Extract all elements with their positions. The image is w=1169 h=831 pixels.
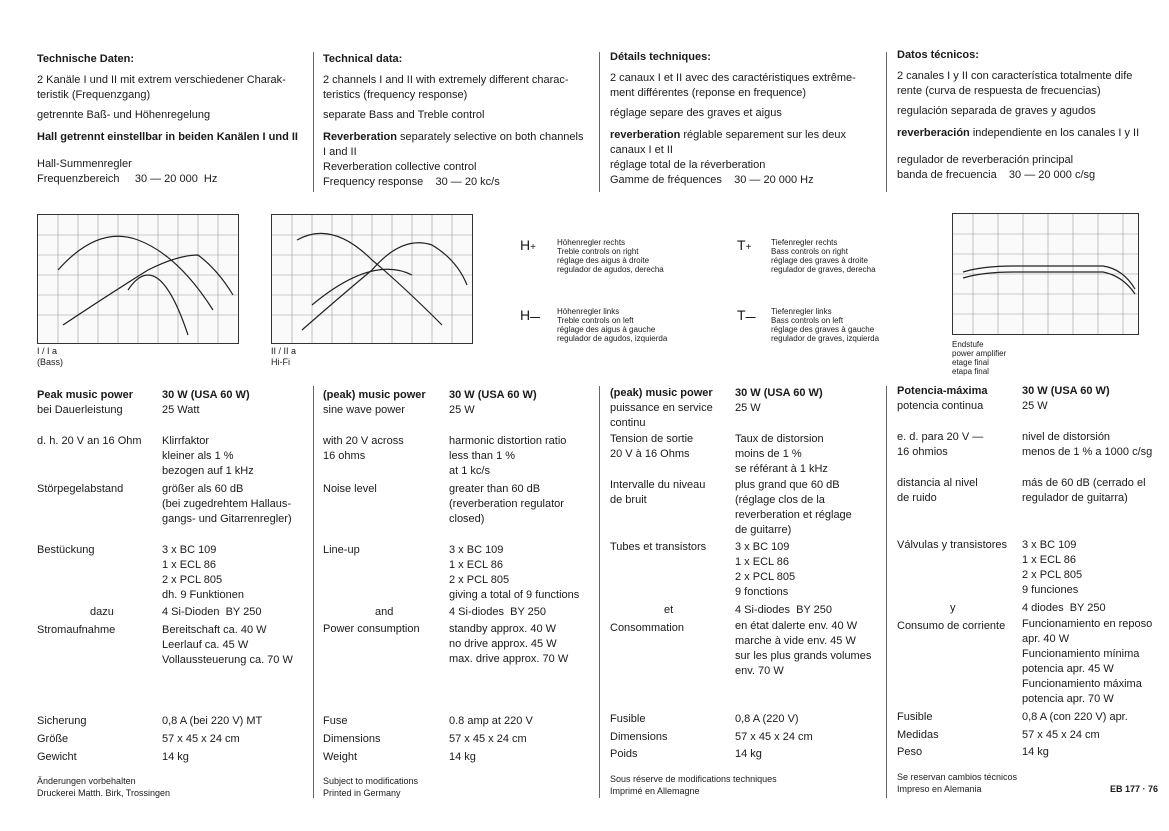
spec-title-en: Technical data: xyxy=(323,53,403,65)
spec-title-de: Technische Daten: xyxy=(37,53,134,65)
lineup-value-de: 3 x BC 109 1 x ECL 86 2 x PCL 805 dh. 9 Funktionen xyxy=(162,544,244,601)
spec-block-en xyxy=(323,52,595,190)
and-label-es: y xyxy=(950,602,956,614)
fuse-value-fr: 0,8 A (220 V) xyxy=(735,713,799,725)
dim-value-es: 57 x 45 x 24 cm xyxy=(1022,729,1100,741)
noise-value-en: greater than 60 dB (reverberation regulator closed) xyxy=(449,483,564,525)
dim-value-en: 57 x 45 x 24 cm xyxy=(449,733,527,745)
cont-label-es: potencia continua xyxy=(897,400,984,412)
fuse-label-de: Sicherung xyxy=(37,715,87,727)
spec-channels-en: 2 channels I and II with extremely different charac- teristics (frequency response) xyxy=(323,74,569,101)
and-label-de: dazu xyxy=(90,606,114,618)
fuse-value-en: 0.8 amp at 220 V xyxy=(449,715,533,727)
cont-value-fr: 25 W xyxy=(735,402,761,414)
divider-3 xyxy=(886,52,887,192)
graph-label-hifi: II / II a Hi-Fi xyxy=(271,346,297,367)
dim-label-fr: Dimensions xyxy=(610,731,668,743)
peak-label-es: Potencia-máxima xyxy=(897,385,988,397)
spec-controls-de: getrennte Baß- und Höhenregelung xyxy=(37,109,211,121)
weight-label-de: Gewicht xyxy=(37,751,77,763)
spec-reverb-total-fr: réglage total de la réverberation xyxy=(610,159,766,171)
power-label-es: Consumo de corriente xyxy=(897,620,1006,632)
spec-controls-fr: réglage separe des graves et aigus xyxy=(610,107,782,119)
lineup-label-en: Line-up xyxy=(323,544,360,556)
fuse-label-fr: Fusible xyxy=(610,713,646,725)
diodes-es: 4 diodes BY 250 xyxy=(1022,602,1106,614)
spec-reverb-total-en: Reverberation collective control xyxy=(323,161,477,173)
dim-value-fr: 57 x 45 x 24 cm xyxy=(735,731,813,743)
spec-channels-de: 2 Kanäle I und II mit extrem verschiedener Charak- teristik (Frequenzgang) xyxy=(37,74,286,101)
t-minus-sign: — xyxy=(745,312,756,323)
h-plus-symbol: H xyxy=(520,237,531,253)
lineup-label-de: Bestückung xyxy=(37,544,95,556)
legend-h-plus xyxy=(520,238,536,255)
reverb-rest-fr: réglable separement sur les deux canaux I et II xyxy=(610,129,847,156)
footer-de: Änderungen vorbehalten Druckerei Matth. Birk, Trossingen xyxy=(37,776,171,798)
thd-label-en: with 20 V across 16 ohms xyxy=(323,435,404,462)
h-plus-sign: + xyxy=(530,242,536,253)
legend-t-plus xyxy=(737,238,751,255)
spec-freq-fr: Gamme de fréquences 30 — 20 000 Hz xyxy=(610,174,814,186)
diodes-fr: 4 Si-diodes BY 250 xyxy=(735,604,833,616)
page-code: EB 177 · 76 xyxy=(1110,784,1159,794)
lineup-value-fr: 3 x BC 109 1 x ECL 86 2 x PCL 805 9 fonctions xyxy=(735,541,796,598)
noise-label-fr: Intervalle du niveau de bruit xyxy=(610,479,706,506)
peak-value-en: 30 W (USA 60 W) xyxy=(449,389,537,401)
cont-value-es: 25 W xyxy=(1022,400,1048,412)
spec-block-de xyxy=(37,52,307,187)
diodes-de: 4 Si-Dioden BY 250 xyxy=(162,606,262,618)
spec-reverb-total-es: regulador de reverberación principal xyxy=(897,154,1074,166)
noise-value-es: más de 60 dB (cerrado el regulador de guitarra) xyxy=(1022,477,1146,504)
fuse-label-es: Fusible xyxy=(897,711,933,723)
noise-value-de: größer als 60 dB (bei zugedrehtem Hallaus- gangs- und Gitarrenregler) xyxy=(162,483,292,525)
thd-value-de: Klirrfaktor kleiner als 1 % bezogen auf 1 kHz xyxy=(162,435,254,477)
spec-reverb-de: Hall getrennt einstellbar in beiden Kanälen I und II xyxy=(37,131,298,143)
legend-t-minus xyxy=(737,308,756,325)
graph-label-bass: I / I a (Bass) xyxy=(37,346,64,367)
legend-h-minus-text: Höhenregler links Treble controls on left réglage des aigus à gauche regulador de agudos, izquierda xyxy=(557,307,668,343)
power-value-es: Funcionamiento en reposo apr. 40 W Funcionamiento mínima potencia apr. 45 W Funcionamiento máxima potencia apr. 70 W xyxy=(1022,618,1153,705)
lineup-value-es: 3 x BC 109 1 x ECL 86 2 x PCL 805 9 funciones xyxy=(1022,539,1083,596)
power-label-fr: Consommation xyxy=(610,622,684,634)
thd-label-de: d. h. 20 V an 16 Ohm xyxy=(37,435,142,447)
frequency-graph-power-amp-svg xyxy=(953,214,1138,334)
power-label-en: Power consumption xyxy=(323,623,420,635)
fuse-label-en: Fuse xyxy=(323,715,348,727)
footer-es: Se reservan cambios técnicos Impreso en Alemania xyxy=(897,772,1018,794)
frequency-graph-hifi-svg xyxy=(272,215,472,343)
lineup-value-en: 3 x BC 109 1 x ECL 86 2 x PCL 805 giving a total of 9 functions xyxy=(449,544,580,601)
dim-label-de: Größe xyxy=(37,733,69,745)
power-value-en: standby approx. 40 W no drive approx. 45 W max. drive approx. 70 W xyxy=(449,623,569,665)
thd-value-fr: Taux de distorsion moins de 1 % se référant à 1 kHz xyxy=(735,433,828,475)
graph-label-power-amp: Endstufe power amplifier etage final etapa final xyxy=(952,340,1007,376)
spec-channels-es: 2 canales I y II con característica totalmente dife rente (curva de respuesta de frecuencias) xyxy=(897,70,1133,97)
spec-channels-fr: 2 canaux I et II avec des caractéristiques extrême- ment différentes (reponse en frequence) xyxy=(610,72,856,99)
legend-t-plus-text: Tiefenregler rechts Bass controls on right réglage des graves à droite regulador de graves, derecha xyxy=(771,238,876,274)
reverb-bold-en: Reverberation xyxy=(323,131,397,143)
footer-fr: Sous réserve de modifications techniques Imprimé en Allemagne xyxy=(610,774,777,796)
h-minus-sign: — xyxy=(530,312,541,323)
spec-controls-es: regulación separada de graves y agudos xyxy=(897,105,1096,117)
lineup-label-fr: Tubes et transistors xyxy=(610,541,707,553)
thd-label-es: e. d. para 20 V — 16 ohmios xyxy=(897,431,984,458)
lineup-label-es: Válvulas y transistores xyxy=(897,539,1008,551)
dim-label-en: Dimensions xyxy=(323,733,381,745)
frequency-graph-bass xyxy=(37,214,239,344)
frequency-graph-hifi xyxy=(271,214,473,344)
weight-label-en: Weight xyxy=(323,751,358,763)
peak-label-fr: (peak) music power xyxy=(610,387,713,399)
divider-1 xyxy=(313,52,314,192)
divider-4 xyxy=(313,386,314,798)
cont-label-de: bei Dauerleistung xyxy=(37,404,123,416)
spec-reverb-total-de: Hall-Summenregler xyxy=(37,158,132,170)
reverb-rest-en: separately selective on both channels I and II xyxy=(323,131,584,158)
reverb-bold-es: reverberación xyxy=(897,127,970,139)
peak-label-en: (peak) music power xyxy=(323,389,426,401)
reverb-bold-fr: reverberation xyxy=(610,129,681,141)
peak-value-es: 30 W (USA 60 W) xyxy=(1022,385,1110,397)
t-minus-symbol: T xyxy=(737,307,746,323)
noise-label-en: Noise level xyxy=(323,483,377,495)
divider-2 xyxy=(599,52,600,192)
spec-reverb-en xyxy=(323,130,595,160)
t-plus-sign: + xyxy=(745,242,752,253)
spec-title-es: Datos técnicos: xyxy=(897,49,979,61)
fuse-value-de: 0,8 A (bei 220 V) MT xyxy=(162,715,263,727)
spec-controls-en: separate Bass and Treble control xyxy=(323,109,485,121)
spec-block-es xyxy=(897,48,1167,183)
power-label-de: Stromaufnahme xyxy=(37,624,116,636)
spec-title-fr: Détails techniques: xyxy=(610,51,711,63)
thd-value-en: harmonic distortion ratio less than 1 % at 1 kc/s xyxy=(449,435,567,477)
spec-freq-en: Frequency response 30 — 20 kc/s xyxy=(323,176,500,188)
weight-value-es: 14 kg xyxy=(1022,746,1049,758)
spec-block-fr xyxy=(610,50,882,188)
noise-value-fr: plus grand que 60 dB (réglage clos de la reverberation et réglage de guitarre) xyxy=(735,479,852,536)
and-label-en: and xyxy=(375,606,394,618)
frequency-graph-bass-svg xyxy=(38,215,238,343)
peak-value-de: 30 W (USA 60 W) xyxy=(162,389,250,401)
spec-freq-de: Frequenzbereich 30 — 20 000 Hz xyxy=(37,173,218,185)
footer-en: Subject to modifications Printed in Germany xyxy=(323,776,419,798)
divider-5 xyxy=(599,386,600,798)
weight-value-en: 14 kg xyxy=(449,751,476,763)
reverb-rest-es: independiente en los canales I y II xyxy=(969,127,1140,139)
frequency-graph-power-amp xyxy=(952,213,1139,335)
spec-reverb-es xyxy=(897,126,1167,141)
weight-label-es: Peso xyxy=(897,746,923,758)
noise-label-de: Störpegelabstand xyxy=(37,483,124,495)
thd-value-es: nivel de distorsión menos de 1 % a 1000 c/sg xyxy=(1022,431,1153,458)
t-plus-symbol: T xyxy=(737,237,746,253)
weight-value-de: 14 kg xyxy=(162,751,189,763)
cont-value-en: 25 W xyxy=(449,404,475,416)
legend-t-minus-text: Tiefenregler links Bass controls on left réglage des graves à gauche regulador de graves, izquierda xyxy=(771,307,880,343)
cont-label-fr: puissance en service continu xyxy=(610,402,713,429)
peak-value-fr: 30 W (USA 60 W) xyxy=(735,387,823,399)
divider-6 xyxy=(886,386,887,798)
diodes-en: 4 Si-diodes BY 250 xyxy=(449,606,547,618)
weight-label-fr: Poids xyxy=(610,748,638,760)
spec-freq-es: banda de frecuencia 30 — 20 000 c/sg xyxy=(897,169,1096,181)
and-label-fr: et xyxy=(664,604,674,616)
spec-reverb-fr xyxy=(610,128,882,158)
noise-label-es: distancia al nivel de ruido xyxy=(897,477,978,504)
weight-value-fr: 14 kg xyxy=(735,748,762,760)
power-value-de: Bereitschaft ca. 40 W Leerlauf ca. 45 W Vollaussteuerung ca. 70 W xyxy=(162,624,293,666)
peak-label-de: Peak music power xyxy=(37,389,133,401)
thd-label-fr: Tension de sortie 20 V à 16 Ohms xyxy=(610,433,694,460)
fuse-value-es: 0,8 A (con 220 V) apr. xyxy=(1022,711,1128,723)
legend-h-plus-text: Höhenregler rechts Treble controls on right réglage des aigus à droite regulador de agudos, derecha xyxy=(557,238,664,274)
cont-value-de: 25 Watt xyxy=(162,404,200,416)
power-value-fr: en état dalerte env. 40 W marche à vide env. 45 W sur les plus grands volumes env. 70 W xyxy=(735,620,872,677)
legend-h-minus xyxy=(520,308,540,325)
dim-label-es: Medidas xyxy=(897,729,939,741)
cont-label-en: sine wave power xyxy=(323,404,405,416)
h-minus-symbol: H xyxy=(520,307,531,323)
dim-value-de: 57 x 45 x 24 cm xyxy=(162,733,240,745)
